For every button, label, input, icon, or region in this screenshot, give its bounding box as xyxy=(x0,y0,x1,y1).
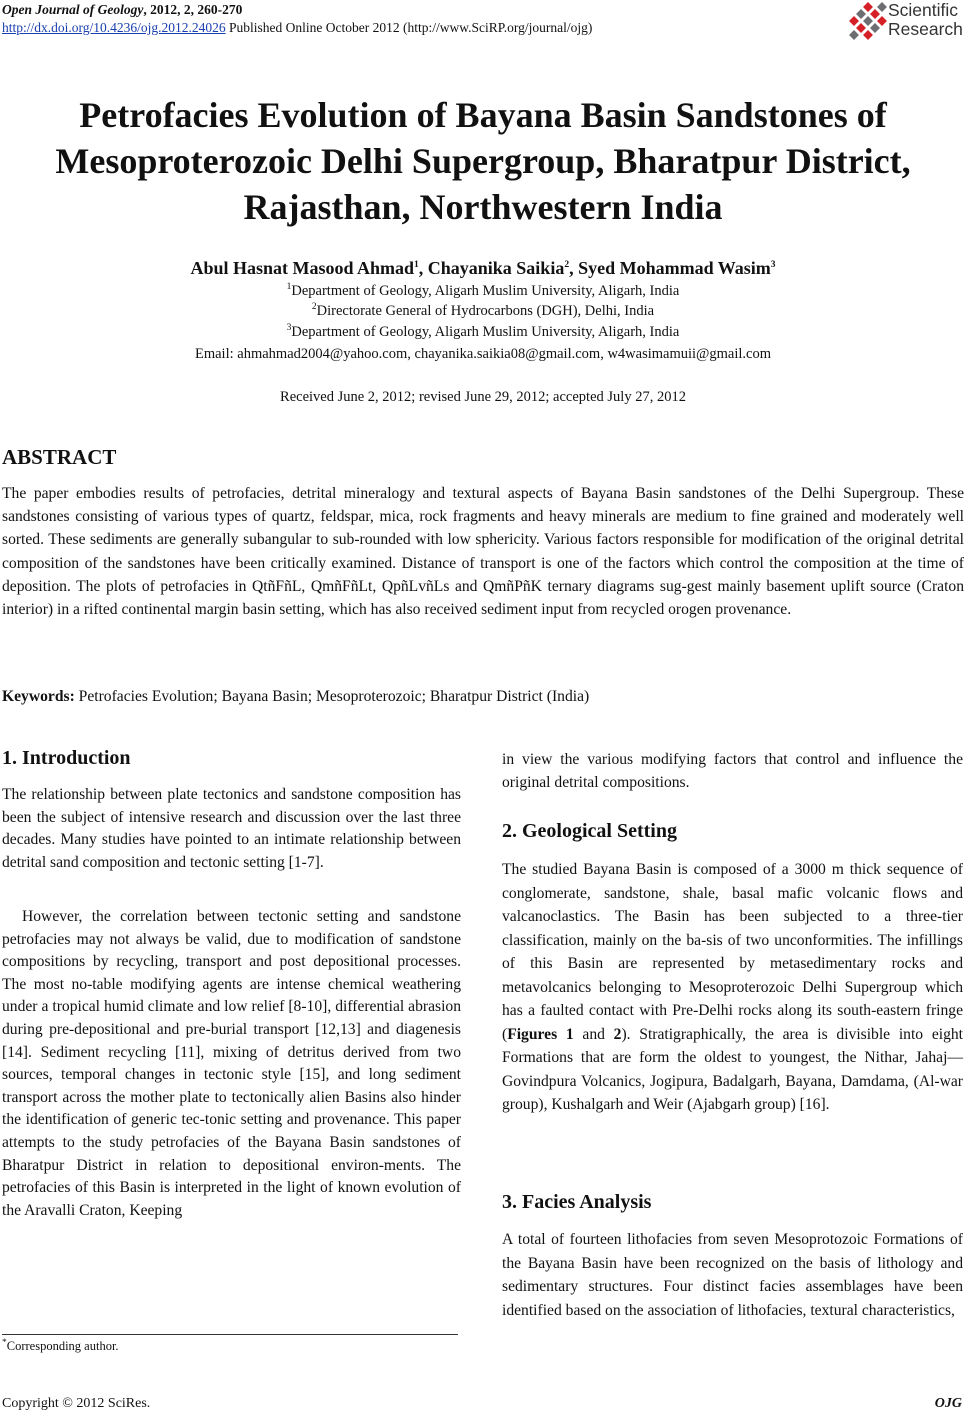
doi-line xyxy=(2,19,592,36)
footnote-text: Corresponding author. xyxy=(6,1339,119,1353)
logo-text xyxy=(888,1,963,39)
footnote xyxy=(2,1339,119,1354)
abstract-heading: ABSTRACT xyxy=(2,445,117,469)
section-heading-facies-analysis: 3. Facies Analysis xyxy=(502,1191,652,1213)
logo-square xyxy=(863,2,873,12)
author-affil-sup: 1 xyxy=(414,260,419,270)
logo-square xyxy=(870,23,880,33)
journal-details: , 2012, 2, 260-270 xyxy=(143,2,243,17)
journal-abbreviation: OJG xyxy=(934,1396,962,1411)
email-line: Email: ahmahmad2004@yahoo.com, chayanika.saikia08@gmail.com, w4wasimamuii@gmail.com xyxy=(194,346,772,362)
title-line: Mesoproterozoic Delhi Supergroup, Bharatpur District, xyxy=(55,141,911,181)
geological-setting-paragraph xyxy=(502,858,963,1117)
keywords xyxy=(2,688,589,706)
author-name: Chayanika Saikia xyxy=(427,258,565,278)
logo-diamond-icon xyxy=(848,2,888,42)
abstract-text: The paper embodies results of petrofacies, detrital mineralogy and textural aspects of Bayana Basin sandstones of the Delhi Supergroup. These sandstones consisting of various types of quartz, feldspar, mica, rock fragments and heavy minerals are medium to fine grained and moderately well sorted. These sediments are generally subangular to sub-rounded with low sphericity. Various factors responsible for modification of the original detrital composition of the sandstones have been critically examined. Distance of transport is one of the factors which control the composition at the time of deposition. The plots of petrofacies in QtñFñL, QmñFñLt, QpñLvñLs and QmñPñK ternary diagrams sug-gest mainly basement uplift source (Craton interior) in a rifted continental margin basin setting, which has also received sediment input from recycled orogen provenance. xyxy=(2,485,964,619)
intro-paragraph-2: However, the correlation between tectonic setting and sandstone petrofacies may not always be valid, due to modification of sandstone compositions by recycling, transport and post depositional processes. The most no-table modifying agents are intense chemical weathering under a tropical humid climate and low relief [8-10], differential abrasion during pre-depositional and pre-burial transport [12,13] and diagenesis [14]. Sediment recycling [11], mixing of detritus derived from two sources, temporal changes in tectonic style [15], and long sediment transport across the mother plate to tectonically alien Basins also hinder the identification of generic tec-tonic setting and provenance. This paper attempts to the study petrofacies of the Bayana Basin sandstones of Bharatpur District in relation to depositional environ-ments. The petrofacies of this Basin is interpreted in the light of known evolution of the Aravalli Craton, Keeping xyxy=(2,908,461,1219)
title-line: Rajasthan, Northwestern India xyxy=(243,187,723,227)
affil-sup: 3 xyxy=(286,323,292,334)
logo-square xyxy=(870,9,880,19)
title-line: Petrofacies Evolution of Bayana Basin Sandstones of xyxy=(79,95,887,135)
logo-square xyxy=(856,23,866,33)
figure-ref-link[interactable]: Figures 1 xyxy=(507,1025,574,1043)
logo-square xyxy=(849,16,859,26)
geo-text-part: and xyxy=(573,1025,614,1043)
logo-square xyxy=(856,9,866,19)
author-affil-sup: 3 xyxy=(770,260,776,270)
figure-ref-link[interactable]: 2 xyxy=(613,1025,622,1043)
journal-citation xyxy=(2,1,242,18)
author-name: Abul Hasnat Masood Ahmad xyxy=(190,258,415,278)
facies-paragraph: A total of fourteen lithofacies from seven Mesoprotozoic Formations of the Bayana Basin have been recognized on the basis of lithology and sedimentary structures. Four distinct facies assemblages have been identified based on the association of lithofacies, textural characteristics, xyxy=(502,1231,963,1319)
affiliation xyxy=(0,302,966,320)
keywords-label: Keywords: xyxy=(2,688,75,705)
geo-text-part: ). Stratigraphically, the area is divisible into eight Formations that are form the oldest to youngest, the Nithar, Jahaj—Govindpura Volcanics, Jogipura, Badalgarh, Bayana, Damdama, (Al-war group), Kushalgarh and Weir (Ajabgarh group) [16]. xyxy=(502,1025,963,1113)
affil-sup: 2 xyxy=(311,302,317,313)
section-heading-introduction: 1. Introduction xyxy=(2,747,131,769)
author-sep: , xyxy=(569,258,579,278)
doi-link[interactable]: http://dx.doi.org/10.4236/ojg.2012.24026 xyxy=(2,20,226,35)
author-affil-sup: 2 xyxy=(564,260,570,270)
journal-name: Open Journal of Geology xyxy=(2,2,144,17)
geo-text-part: The studied Bayana Basin is composed of a 3000 m thick sequence of conglomerate, sandstone, shale, basal mafic volcanic flows and valcanoclastics. The Basin has been subjected to a three-tier classification, mainly on the ba-sis of two unconformities. The infillings of this Basin are represented by metasedimentary rocks and metavolcanics belonging to Mesoproterozoic Delhi Supergroup which has a faulted contact with Pre-Delhi rocks along its south-eastern fringe ( xyxy=(502,861,963,1043)
intro-paragraph-continued: in view the various modifying factors that control and influence the original detrital compositions. xyxy=(502,751,963,791)
intro-paragraph-1: The relationship between plate tectonics and sandstone composition has been the subject of intensive research and discussion over the last three decades. Many studies have pointed to an intimate relationship between detrital sand composition and tectonic setting [1-7]. xyxy=(2,786,461,871)
section-heading-geological-setting: 2. Geological Setting xyxy=(502,820,677,842)
scientific-research-logo xyxy=(848,0,966,44)
copyright: Copyright © 2012 SciRes. xyxy=(2,1396,151,1411)
affil-text: Directorate General of Hydrocarbons (DGH), Delhi, India xyxy=(316,303,655,319)
published-text: Published Online October 2012 (http://www.SciRP.org/journal/ojg) xyxy=(225,20,593,35)
affiliation xyxy=(0,282,966,300)
logo-square xyxy=(863,30,873,40)
footnote-divider xyxy=(2,1334,458,1335)
author-name: Syed Mohammad Wasim xyxy=(578,258,771,278)
logo-square xyxy=(863,16,873,26)
author-sep: , xyxy=(418,258,428,278)
logo-square xyxy=(849,30,859,40)
logo-line-1: Scientific xyxy=(888,0,959,20)
keywords-text: Petrofacies Evolution; Bayana Basin; Mesoproterozoic; Bharatpur District (India) xyxy=(74,688,590,705)
author-list xyxy=(0,258,966,279)
logo-square xyxy=(877,16,887,26)
logo-line-2: Research xyxy=(888,19,963,39)
affil-text: Department of Geology, Aligarh Muslim University, Aligarh, India xyxy=(291,324,680,340)
affil-text: Department of Geology, Aligarh Muslim University, Aligarh, India xyxy=(291,283,680,299)
received-dates: Received June 2, 2012; revised June 29, 2012; accepted July 27, 2012 xyxy=(280,389,686,405)
affil-sup: 1 xyxy=(286,282,292,293)
affiliation xyxy=(0,323,966,341)
footnote-sup: * xyxy=(2,1337,7,1348)
paper-title xyxy=(10,92,956,230)
logo-square xyxy=(877,2,887,12)
